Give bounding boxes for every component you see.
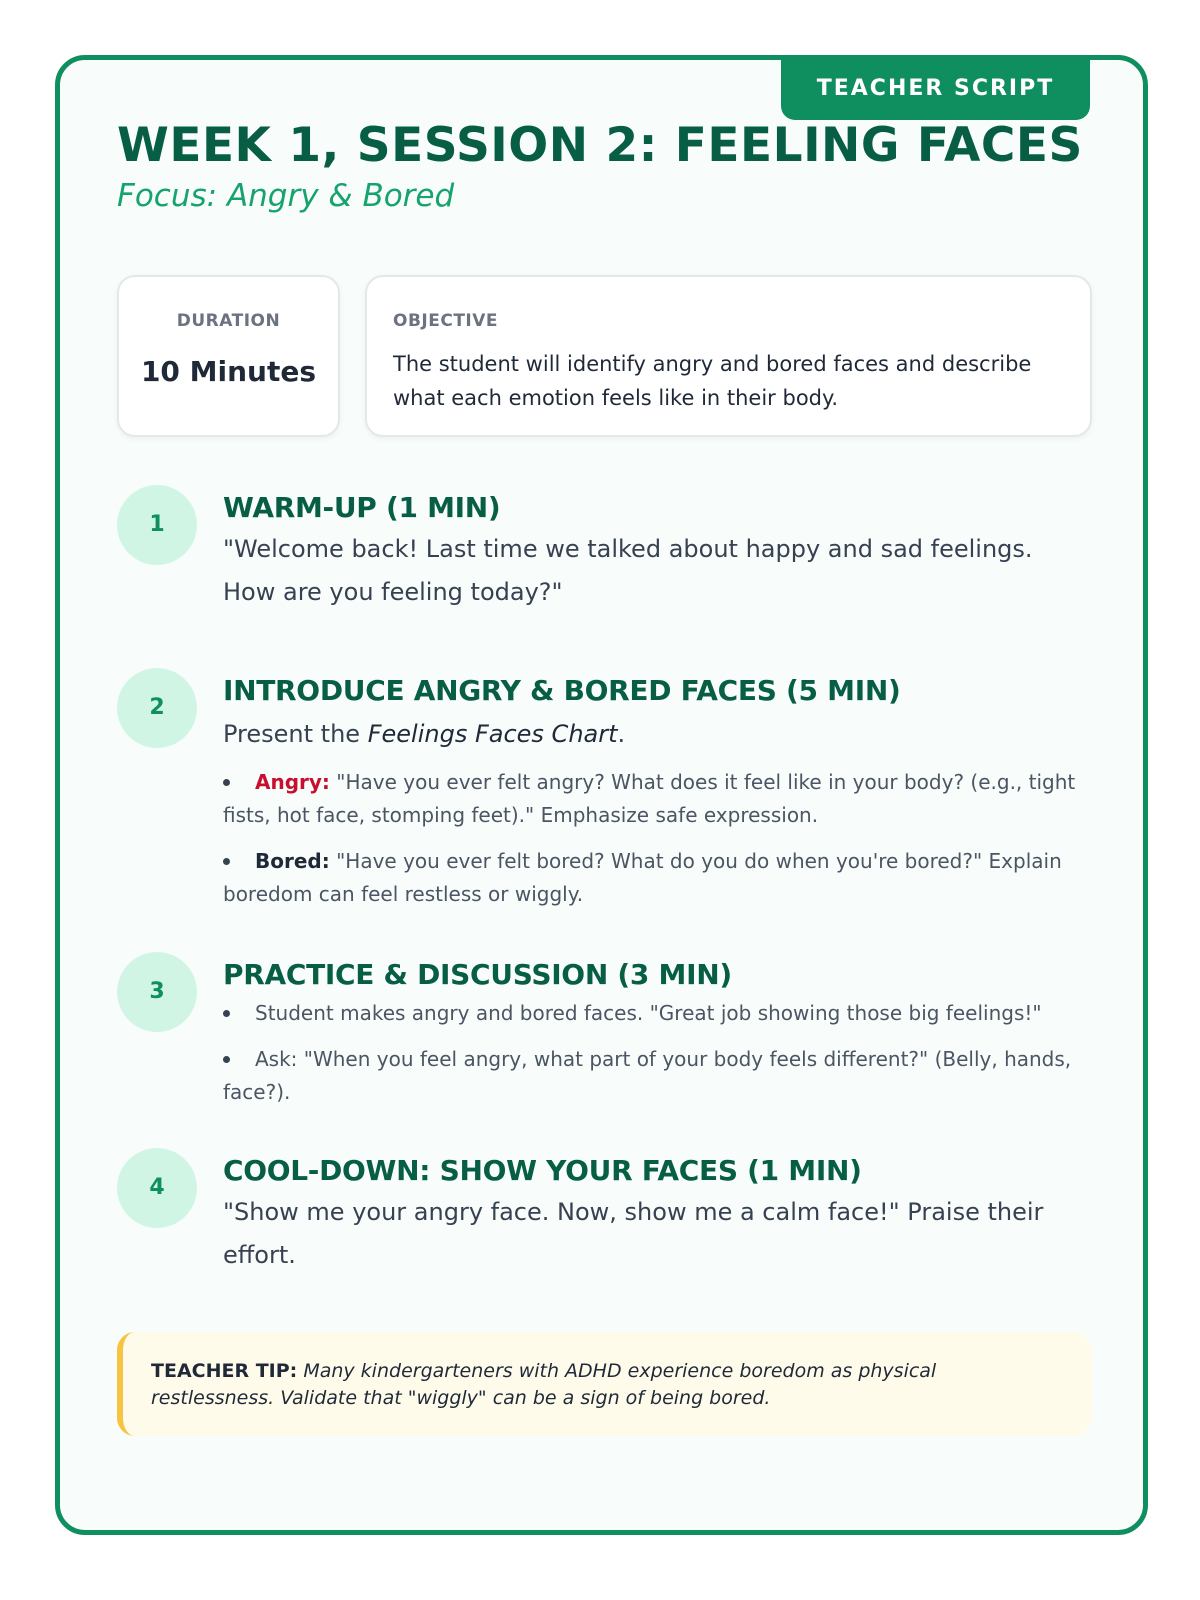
chart-name: Feelings Faces Chart <box>367 720 618 748</box>
duration-label: DURATION <box>176 311 281 331</box>
step-title: PRACTICE & DISCUSSION (3 MIN) <box>223 958 732 991</box>
bullet-text: "Have you ever felt bored? What do you do when you're bored?" Explain boredom can feel restless or wiggly. <box>223 849 1062 906</box>
bullet-list <box>223 997 1092 1109</box>
objective-box <box>365 275 1092 437</box>
step-number: 1 <box>117 485 197 565</box>
teacher-script-tag: TEACHER SCRIPT <box>781 58 1090 120</box>
step-body <box>223 668 1092 924</box>
list-item: Student makes angry and bored faces. "Great job showing those big feelings!" <box>223 997 1092 1030</box>
page-title: WEEK 1, SESSION 2: FEELING FACES <box>117 118 1083 173</box>
step-body <box>223 485 1092 614</box>
step-body <box>223 952 1092 1122</box>
tip-text: Many kindergarteners with ADHD experience boredom as physical restlessness. Validate that "wiggly" can be a sign of being bored. <box>151 1360 937 1409</box>
intro-suffix: . <box>617 720 626 748</box>
objective-label: OBJECTIVE <box>393 311 499 331</box>
step-body <box>223 1148 1092 1277</box>
duration-box <box>117 275 340 437</box>
step-number: 3 <box>117 952 197 1032</box>
tip-label: TEACHER TIP: <box>151 1360 298 1382</box>
bored-keyword: Bored: <box>255 849 330 873</box>
list-item <box>223 845 1092 911</box>
lesson-card <box>55 55 1148 1535</box>
list-item <box>223 766 1092 832</box>
step-title: COOL-DOWN: SHOW YOUR FACES (1 MIN) <box>223 1154 862 1187</box>
objective-text: The student will identify angry and bored faces and describe what each emotion feels like in their body. <box>393 352 1032 410</box>
step-text: "Welcome back! Last time we talked about happy and sad feelings. How are you feeling today?" <box>223 535 1033 606</box>
step-intro <box>223 713 1092 756</box>
angry-keyword: Angry: <box>255 770 330 794</box>
bullet-text: "Have you ever felt angry? What does it feel like in your body? (e.g., tight fists, hot face, stomping feet)." Emphasize safe expression. <box>223 770 1076 827</box>
list-item: Ask: "When you feel angry, what part of your body feels different?" (Belly, hands, face?). <box>223 1043 1092 1109</box>
step-title: INTRODUCE ANGRY & BORED FACES (5 MIN) <box>223 674 901 707</box>
bullet-list <box>223 766 1092 911</box>
duration-value: 10 Minutes <box>140 355 317 388</box>
step-number: 2 <box>117 668 197 748</box>
page-subtitle: Focus: Angry & Bored <box>117 178 455 214</box>
teacher-tip <box>117 1332 1092 1436</box>
step-title: WARM-UP (1 MIN) <box>223 491 501 524</box>
intro-prefix: Present the <box>223 720 368 748</box>
step-text: "Show me your angry face. Now, show me a calm face!" Praise their effort. <box>223 1198 1044 1269</box>
step-number: 4 <box>117 1148 197 1228</box>
